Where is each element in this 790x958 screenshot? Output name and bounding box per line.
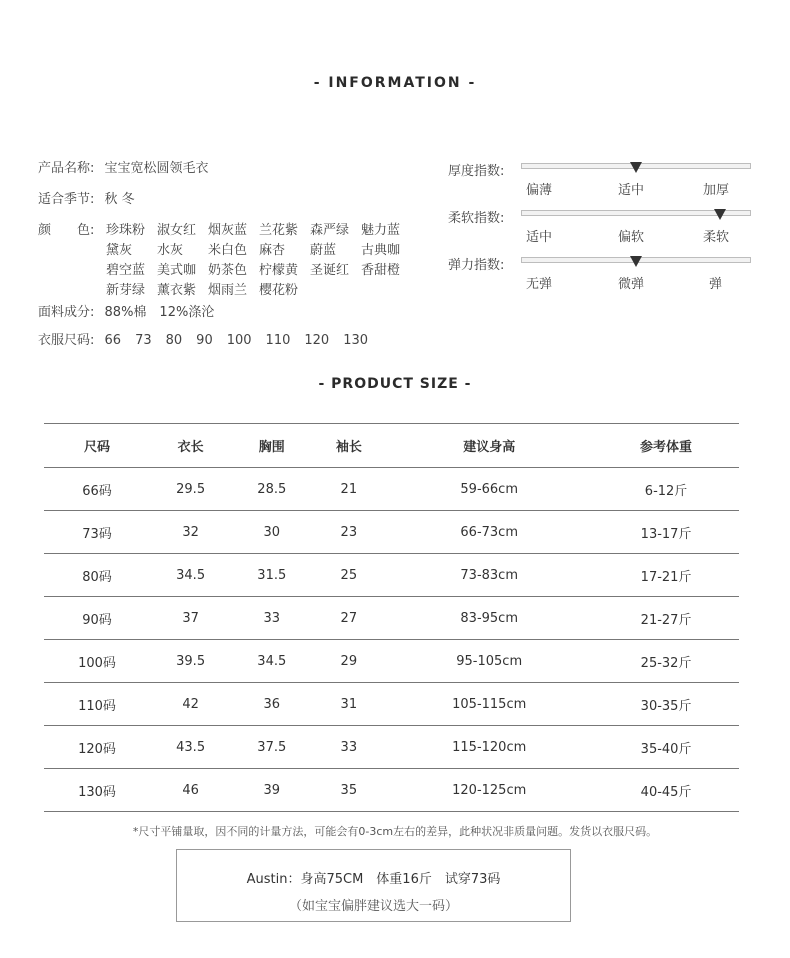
meter-marker bbox=[714, 209, 726, 220]
color-row bbox=[106, 279, 412, 299]
meter-tick: 适中 bbox=[526, 230, 553, 245]
table-cell: 36 bbox=[231, 683, 312, 726]
sizes-list bbox=[105, 333, 383, 348]
color-option: 兰花紫 bbox=[259, 223, 299, 238]
table-row bbox=[44, 468, 739, 511]
meter-track bbox=[521, 210, 751, 216]
color-option: 圣诞红 bbox=[310, 263, 350, 278]
table-cell: 31 bbox=[312, 683, 385, 726]
fabric-label: 面料成分: bbox=[38, 305, 95, 320]
color-option: 水灰 bbox=[157, 243, 184, 258]
table-cell: 100码 bbox=[44, 640, 150, 683]
table-cell: 37.5 bbox=[231, 726, 312, 769]
fabric-row bbox=[38, 301, 214, 320]
color-option: 烟灰蓝 bbox=[208, 223, 248, 238]
size-value: 80 bbox=[165, 333, 183, 348]
table-cell: 34.5 bbox=[231, 640, 312, 683]
color-option: 森严绿 bbox=[310, 223, 350, 238]
product-name-label: 产品名称: bbox=[38, 161, 95, 176]
table-cell: 13-17斤 bbox=[593, 511, 739, 554]
table-cell: 32 bbox=[150, 511, 231, 554]
table-header-cell: 胸围 bbox=[231, 424, 312, 468]
color-list bbox=[106, 219, 412, 299]
table-cell: 35-40斤 bbox=[593, 726, 739, 769]
color-option: 薰衣紫 bbox=[157, 283, 197, 298]
meter-label: 柔软指数: bbox=[448, 211, 505, 226]
table-cell: 28.5 bbox=[231, 468, 312, 511]
color-option: 米白色 bbox=[208, 243, 248, 258]
color-option: 麻杏 bbox=[259, 243, 286, 258]
table-header-cell: 建议身高 bbox=[385, 424, 593, 468]
table-row bbox=[44, 511, 739, 554]
table-cell: 6-12斤 bbox=[593, 468, 739, 511]
sizes-label: 衣服尺码: bbox=[38, 333, 95, 348]
product-size-title: - PRODUCT SIZE - bbox=[318, 376, 472, 392]
table-cell: 120码 bbox=[44, 726, 150, 769]
table-cell: 21 bbox=[312, 468, 385, 511]
meter-tick: 弹 bbox=[709, 277, 723, 292]
fabric-value: 88%棉 12%涤沦 bbox=[104, 305, 215, 320]
meter-marker bbox=[630, 256, 642, 267]
meter-tick: 适中 bbox=[618, 183, 645, 198]
table-cell: 31.5 bbox=[231, 554, 312, 597]
meter-track bbox=[521, 257, 751, 263]
table-cell: 39 bbox=[231, 769, 312, 812]
product-name-row bbox=[38, 157, 209, 176]
meter-label: 弹力指数: bbox=[448, 258, 505, 273]
table-cell: 17-21斤 bbox=[593, 554, 739, 597]
table-cell: 115-120cm bbox=[385, 726, 593, 769]
table-row bbox=[44, 597, 739, 640]
color-row bbox=[106, 259, 412, 279]
table-cell: 73码 bbox=[44, 511, 150, 554]
table-cell: 35 bbox=[312, 769, 385, 812]
size-value: 110 bbox=[265, 333, 291, 348]
table-row bbox=[44, 769, 739, 812]
table-cell: 30 bbox=[231, 511, 312, 554]
table-row bbox=[44, 683, 739, 726]
meter-tick: 微弹 bbox=[618, 277, 645, 292]
color-row bbox=[106, 219, 412, 239]
size-value: 100 bbox=[226, 333, 252, 348]
table-cell: 83-95cm bbox=[385, 597, 593, 640]
table-cell: 110码 bbox=[44, 683, 150, 726]
table-cell: 25-32斤 bbox=[593, 640, 739, 683]
table-cell: 37 bbox=[150, 597, 231, 640]
color-option: 柠檬黄 bbox=[259, 263, 299, 278]
table-cell: 25 bbox=[312, 554, 385, 597]
model-advice-line: （如宝宝偏胖建议选大一码） bbox=[288, 899, 458, 914]
table-cell: 34.5 bbox=[150, 554, 231, 597]
table-cell: 59-66cm bbox=[385, 468, 593, 511]
size-value: 73 bbox=[135, 333, 152, 348]
table-cell: 33 bbox=[312, 726, 385, 769]
meter-tick: 无弹 bbox=[526, 277, 553, 292]
season-row bbox=[38, 188, 135, 207]
model-info-box bbox=[176, 849, 571, 922]
model-info-line: Austin：身高75CM 体重16斤 试穿73码 bbox=[246, 872, 501, 887]
information-title: - INFORMATION - bbox=[313, 75, 477, 91]
table-cell: 90码 bbox=[44, 597, 150, 640]
season-label: 适合季节: bbox=[38, 192, 95, 207]
table-row bbox=[44, 640, 739, 683]
table-cell: 73-83cm bbox=[385, 554, 593, 597]
size-table bbox=[44, 423, 739, 812]
size-value: 120 bbox=[304, 333, 330, 348]
table-header-cell: 衣长 bbox=[150, 424, 231, 468]
table-cell: 105-115cm bbox=[385, 683, 593, 726]
table-cell: 30-35斤 bbox=[593, 683, 739, 726]
meter-tick: 偏软 bbox=[618, 230, 645, 245]
table-cell: 29 bbox=[312, 640, 385, 683]
color-option: 烟雨兰 bbox=[208, 283, 248, 298]
table-cell: 21-27斤 bbox=[593, 597, 739, 640]
color-option: 珍珠粉 bbox=[106, 223, 146, 238]
color-option: 碧空蓝 bbox=[106, 263, 146, 278]
color-row bbox=[106, 239, 412, 259]
table-cell: 27 bbox=[312, 597, 385, 640]
color-option: 蔚蓝 bbox=[310, 243, 337, 258]
meter-marker bbox=[630, 162, 642, 173]
color-option: 魅力蓝 bbox=[361, 223, 401, 238]
color-option: 黛灰 bbox=[106, 243, 133, 258]
table-cell: 66-73cm bbox=[385, 511, 593, 554]
table-cell: 120-125cm bbox=[385, 769, 593, 812]
color-option: 奶茶色 bbox=[208, 263, 248, 278]
measurement-note: *尺寸平铺量取，因不同的计量方法，可能会有0-3cm左右的差异，此种状况非质量问题。发货以衣服尺码。 bbox=[132, 825, 658, 838]
color-label-row bbox=[38, 219, 94, 238]
size-value: 66 bbox=[104, 333, 122, 348]
table-cell: 33 bbox=[231, 597, 312, 640]
size-value: 90 bbox=[196, 333, 213, 348]
color-option: 新芽绿 bbox=[106, 283, 146, 298]
color-option: 香甜橙 bbox=[361, 263, 401, 278]
color-label: 颜 色: bbox=[38, 223, 95, 238]
product-name-value: 宝宝宽松圆领毛衣 bbox=[104, 161, 209, 176]
table-cell: 95-105cm bbox=[385, 640, 593, 683]
table-cell: 66码 bbox=[44, 468, 150, 511]
table-cell: 23 bbox=[312, 511, 385, 554]
meter-track bbox=[521, 163, 751, 169]
table-cell: 46 bbox=[150, 769, 231, 812]
table-header-cell: 尺码 bbox=[44, 424, 150, 468]
table-header-cell: 参考体重 bbox=[593, 424, 739, 468]
table-row bbox=[44, 554, 739, 597]
table-cell: 130码 bbox=[44, 769, 150, 812]
sizes-row bbox=[38, 329, 382, 348]
color-option: 美式咖 bbox=[157, 263, 197, 278]
color-option: 淑女红 bbox=[157, 223, 197, 238]
table-cell: 42 bbox=[150, 683, 231, 726]
color-option: 古典咖 bbox=[361, 243, 401, 258]
table-cell: 40-45斤 bbox=[593, 769, 739, 812]
table-cell: 43.5 bbox=[150, 726, 231, 769]
color-option: 樱花粉 bbox=[259, 283, 299, 298]
meter-tick: 偏薄 bbox=[526, 183, 553, 198]
table-header-row bbox=[44, 424, 739, 468]
table-header-cell: 袖长 bbox=[312, 424, 385, 468]
meter-label: 厚度指数: bbox=[448, 164, 505, 179]
size-value: 130 bbox=[343, 333, 369, 348]
season-value: 秋 冬 bbox=[104, 192, 135, 207]
meter-tick: 加厚 bbox=[703, 183, 730, 198]
table-cell: 39.5 bbox=[150, 640, 231, 683]
table-cell: 80码 bbox=[44, 554, 150, 597]
meter-tick: 柔软 bbox=[703, 230, 730, 245]
table-row bbox=[44, 726, 739, 769]
table-cell: 29.5 bbox=[150, 468, 231, 511]
